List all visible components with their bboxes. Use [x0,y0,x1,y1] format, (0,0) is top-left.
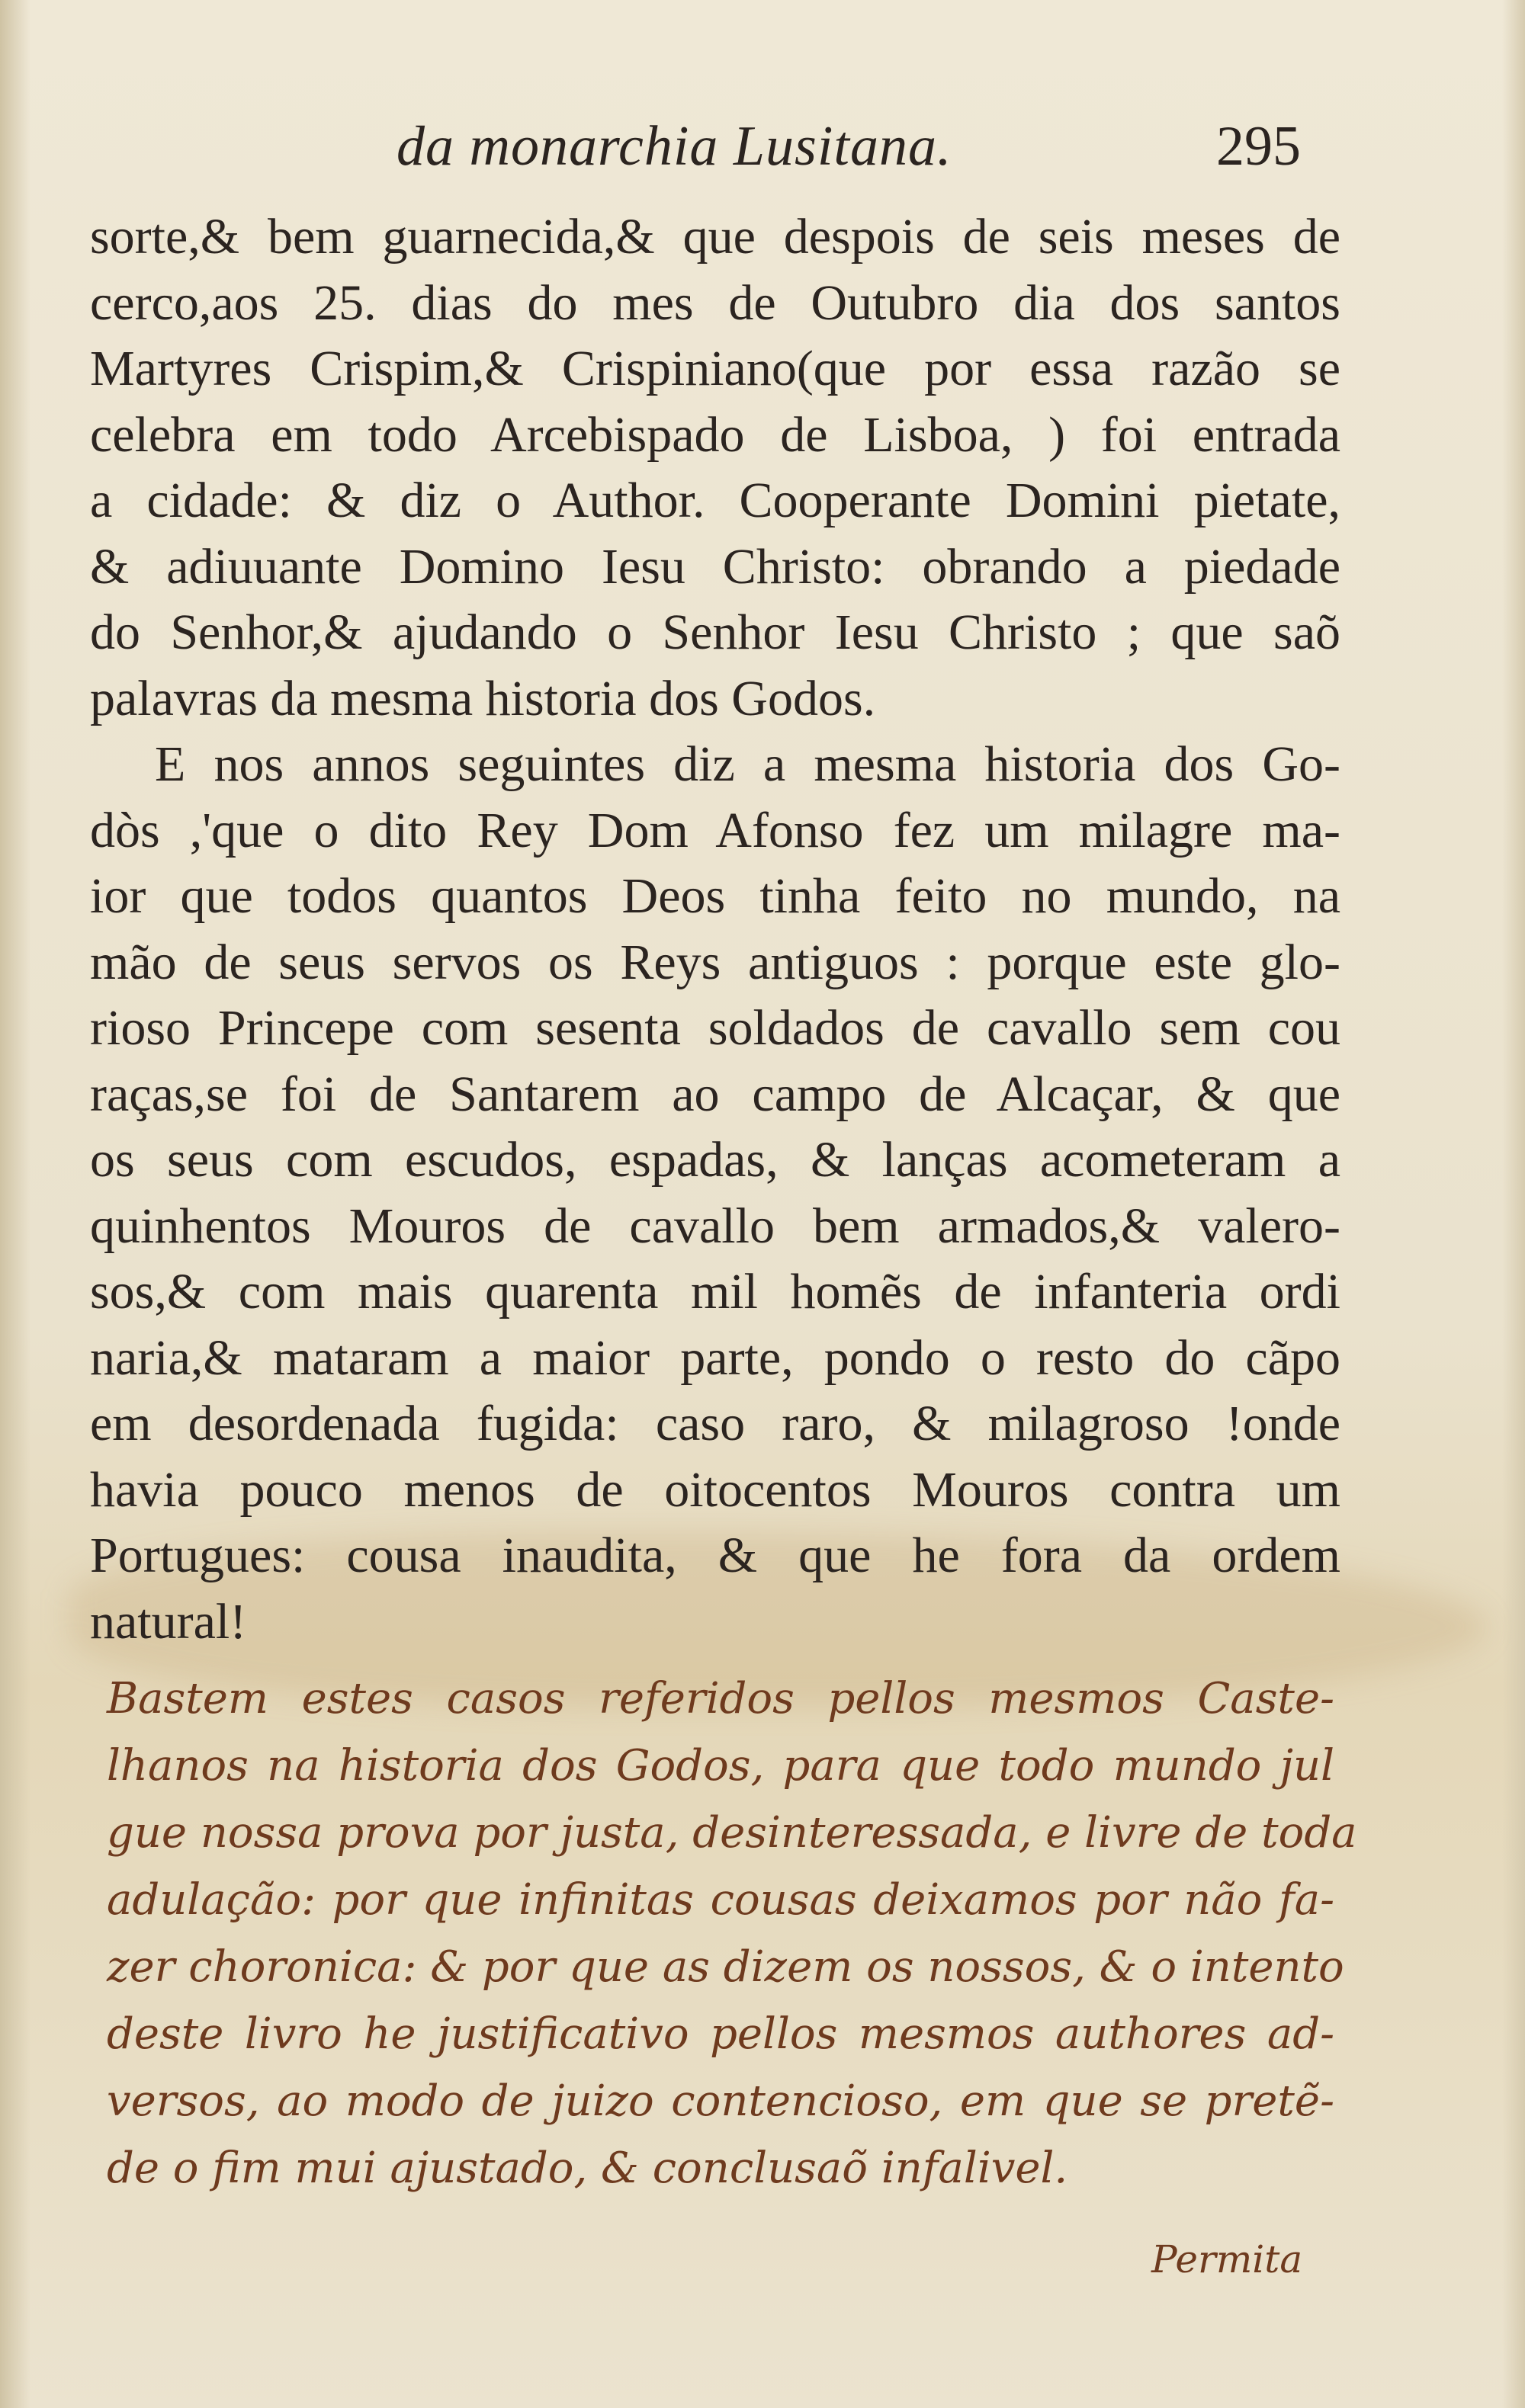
printed-line: ior que todos quantos Deos tinha feito no mundo, na [90,868,1340,924]
handwritten-line: versos, ao modo de juizo contencioso, em que se pretẽ- [107,2076,1334,2126]
handwritten-line: Bastem estes casos referidos pellos mesmos Caste- [107,1674,1334,1723]
printed-line: rioso Princepe com sesenta soldados de cavallo sem cou [90,1000,1340,1056]
handwritten-line: gue nossa prova por justa, desinteressada, e livre de toda [107,1808,1357,1858]
page-edge-shadow-right [1502,0,1525,2408]
printed-line: a cidade: & diz o Author. Cooperante Domini pietate, [90,473,1340,528]
handwritten-line: de o fim mui ajustado, & conclusaõ infalivel. [107,2143,1068,2193]
printed-line: celebra em todo Arcebispado de Lisboa, ) foi entrada [90,406,1340,463]
printed-line: Martyres Crispim,& Crispiniano(que por essa razão se [90,341,1340,396]
printed-line: naria,& mataram a maior parte, pondo o resto do cãpo [90,1329,1340,1386]
printed-line: Portugues: cousa inaudita, & que he fora da ordem [90,1528,1340,1583]
printed-line: raças,se foi de Santarem ao campo de Alcaçar, & que [90,1066,1340,1122]
page-number: 295 [1216,115,1301,178]
handwritten-line: zer choronica: & por que as dizem os nossos, & o intento [107,1942,1344,1992]
printed-line: dòs ,'que o dito Rey Dom Afonso fez um milagre ma- [90,802,1340,858]
printed-line: sos,& com mais quarenta mil homẽs de infanteria ordi [90,1264,1340,1319]
catchword: Permita [1151,2237,1303,2281]
handwritten-text-block [107,1666,1357,2202]
handwritten-line: adulação: por que infinitas cousas deixamos por não fa- [107,1875,1334,1925]
printed-line: palavras da mesma historia dos Godos. [90,670,876,726]
printed-line-paragraph-start: E nos annos seguintes diz a mesma historia dos Go- [155,736,1340,792]
printed-line: havia pouco menos de oitocentos Mouros contra um [90,1461,1340,1518]
printed-line: do Senhor,& ajudando o Senhor Iesu Christo ; que saõ [90,604,1340,660]
printed-text-block [90,204,1340,1655]
page-header [0,114,1525,191]
page-edge-shadow-left [0,0,30,2408]
printed-line: os seus com escudos, espadas, & lanças acometeram a [90,1132,1340,1188]
handwritten-line: deste livro he justificativo pellos mesmos authores ad- [107,2009,1334,2059]
printed-line: quinhentos Mouros de cavallo bem armados,& valero- [90,1198,1340,1254]
printed-line: mão de seus servos os Reys antiguos : porque este glo- [90,934,1340,990]
printed-line: cerco,aos 25. dias do mes de Outubro dia dos santos [90,274,1340,331]
printed-line: & adiuuante Domino Iesu Christo: obrando a piedade [90,538,1340,595]
printed-line: sorte,& bem guarnecida,& que despois de seis meses de [90,209,1340,265]
printed-line: em desordenada fugida: caso raro, & milagroso !onde [90,1396,1340,1451]
printed-line: natural! [90,1593,247,1650]
handwritten-line: lhanos na historia dos Godos, para que todo mundo jul [107,1741,1334,1791]
running-title: da monarchia Lusitana. [396,115,952,178]
